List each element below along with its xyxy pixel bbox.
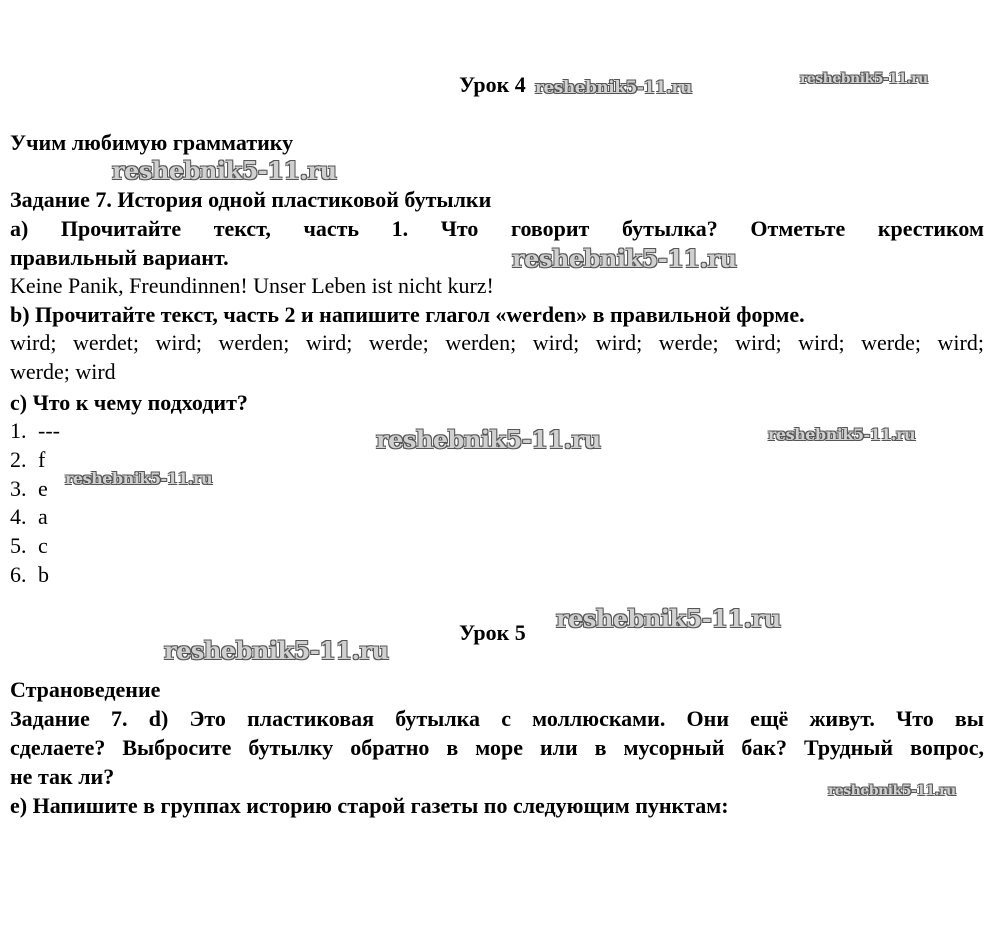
watermark: reshebnik5-11.ru [164, 636, 389, 665]
watermark: reshebnik5-11.ru [512, 244, 737, 273]
task-b-answer-line2: werde; wird [10, 359, 116, 384]
watermark: reshebnik5-11.ru [112, 156, 337, 185]
list-item: 3. e [10, 476, 48, 501]
task7-heading: Задание 7. История одной пластиковой бутылки [10, 187, 492, 212]
lesson4-title: Урок 4 [459, 72, 526, 97]
task-a-prompt-line1: а) Прочитайте текст, часть 1. Что говорит бутылка? Отметьте крестиком [10, 216, 984, 241]
task7-d-line2: сделаете? Выбросите бутылку обратно в море или в мусорный бак? Трудный вопрос, [10, 735, 984, 760]
list-item: 1. --- [10, 418, 60, 443]
task-a-prompt-line2: правильный вариант. [10, 245, 229, 270]
watermark: reshebnik5-11.ru [556, 604, 781, 633]
watermark: reshebnik5-11.ru [65, 469, 213, 488]
list-item: 5. c [10, 533, 48, 558]
task-a-answer: Keine Panik, Freundinnen! Unser Leben ist nicht kurz! [10, 273, 494, 298]
lesson5-title: Урок 5 [459, 620, 526, 645]
list-item: 2. f [10, 447, 46, 472]
task-b-answer-line1: wird; werdet; wird; werden; wird; werde; werden; wird; wird; werde; wird; wird; werde; wird; [10, 330, 984, 355]
lesson4-section-heading: Учим любимую грамматику [10, 130, 294, 155]
list-item: 4. a [10, 504, 48, 529]
watermark: reshebnik5-11.ru [768, 425, 916, 444]
task7-e-prompt: е) Напишите в группах историю старой газеты по следующим пунктам: [10, 793, 729, 818]
lesson5-section-heading: Страноведение [10, 677, 161, 702]
watermark: reshebnik5-11.ru [828, 783, 956, 799]
list-item: 6. b [10, 562, 49, 587]
task-c-prompt: с) Что к чему подходит? [10, 390, 248, 415]
watermark: reshebnik5-11.ru [800, 71, 928, 87]
task7-d-line3: не так ли? [10, 764, 115, 789]
watermark: reshebnik5-11.ru [376, 425, 601, 454]
task-b-prompt: b) Прочитайте текст, часть 2 и напишите глагол «werden» в правильной форме. [10, 302, 805, 327]
watermark: reshebnik5-11.ru [535, 78, 692, 98]
task7-d-line1: Задание 7. d) Это пластиковая бутылка с моллюсками. Они ещё живут. Что вы [10, 706, 984, 731]
